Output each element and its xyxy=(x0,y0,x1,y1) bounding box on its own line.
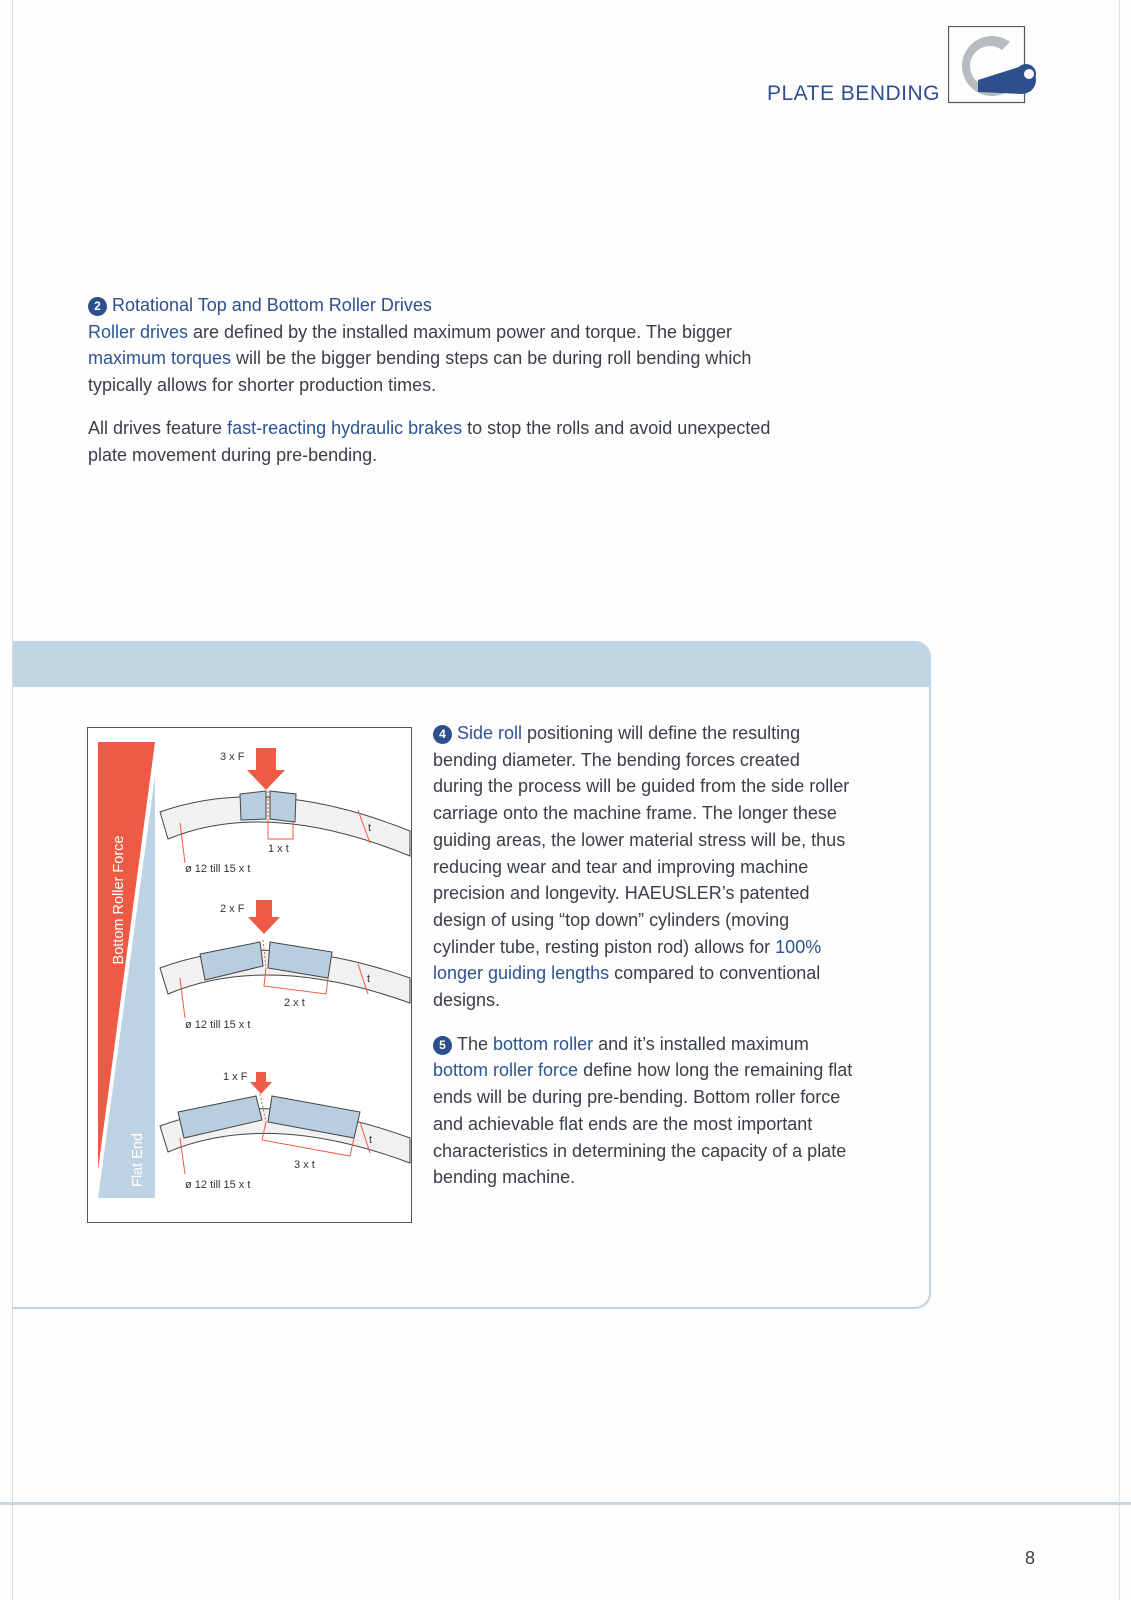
heading-text: Rotational Top and Bottom Roller Drives xyxy=(112,295,432,315)
bending-stage-1 xyxy=(160,748,410,875)
paragraph-text: and it’s installed maximum xyxy=(593,1033,809,1054)
diameter-label: ø 12 till 15 x t xyxy=(185,1019,251,1031)
length-label: 2 x t xyxy=(284,997,305,1009)
paragraph-text: All drives feature xyxy=(88,418,228,438)
highlight-roller-drives: Roller drives xyxy=(88,321,189,342)
highlight-hydraulic-brakes: fast-reacting hydraulic brakes xyxy=(227,418,463,438)
diameter-label: ø 12 till 15 x t xyxy=(185,1179,251,1191)
paragraph-text: to stop the rolls and avoid unexpected plate movement during pre-bending. xyxy=(88,418,771,465)
thickness-label: t xyxy=(368,822,372,834)
highlight-longer-guiding-lengths: 100% longer guiding lengths xyxy=(433,936,822,984)
plate-segment xyxy=(270,791,296,822)
paragraph-side-roll xyxy=(433,720,853,1014)
bending-stage-3 xyxy=(160,1071,410,1191)
force-label: 2 x F xyxy=(220,903,245,915)
paragraph-text: define how long the remaining flat ends will be during pre-bending. Bottom roller force and achievable flat ends are the most important characteristics in determining the capacity of a plate bending machine. xyxy=(433,1060,853,1188)
highlight-bottom-roller: bottom roller xyxy=(493,1033,594,1054)
footer-rule xyxy=(0,1502,1131,1505)
bar-bottom-label: Flat End xyxy=(130,1133,146,1187)
force-arrow-1x xyxy=(250,1072,272,1094)
paragraph-bottom-roller xyxy=(433,1031,853,1191)
paragraph-brakes xyxy=(88,415,788,468)
diameter-label: ø 12 till 15 x t xyxy=(185,863,251,875)
panel-header-band xyxy=(13,641,931,687)
highlight-side-roll: Side roll xyxy=(457,723,523,743)
force-arrow-2x xyxy=(248,900,280,934)
side-roll-text-column xyxy=(433,720,853,1191)
section-roller-drives xyxy=(88,292,788,468)
number-badge-2: 2 xyxy=(88,297,107,316)
length-label: 3 x t xyxy=(294,1159,315,1171)
paragraph-text: are defined by the installed maximum power and torque. The bigger xyxy=(188,321,733,342)
paragraph-text: compared to conventional designs. xyxy=(433,963,821,1011)
bar-top-label: Bottom Roller Force xyxy=(111,835,127,965)
thickness-label: t xyxy=(369,1134,373,1146)
paragraph-roller-drives xyxy=(88,319,788,399)
company-logo-icon xyxy=(948,26,1044,104)
number-badge-4: 4 xyxy=(433,725,452,744)
page-header-title: PLATE BENDING xyxy=(767,82,940,105)
highlight-maximum-torques: maximum torques xyxy=(88,348,232,368)
paragraph-text: positioning will define the resulting bending diameter. The bending forces created during the process will be guided from the side roller carriage onto the machine frame. The longer these guiding areas, the lower material stress will be, thus reducing wear and tear and improving machine precision and longevity. HAEUSLER’s patented design of using “top down” cylinders (moving cylinder tube, resting piston rod) allows for xyxy=(433,723,850,957)
plate-segment xyxy=(240,791,266,820)
bending-stage-2 xyxy=(160,900,410,1031)
highlight-bottom-roller-force: bottom roller force xyxy=(433,1060,579,1081)
force-label: 3 x F xyxy=(220,751,245,763)
section-roller-drives-heading xyxy=(88,292,788,319)
paragraph-text: The xyxy=(457,1033,494,1054)
force-arrow-3x xyxy=(247,748,285,790)
paragraph-text: will be the bigger bending steps can be during roll bending which typically allows for shorter production times. xyxy=(88,348,752,395)
length-label: 1 x t xyxy=(268,843,289,855)
thickness-label: t xyxy=(367,973,371,985)
page-edge-right xyxy=(1119,0,1120,1600)
number-badge-5: 5 xyxy=(433,1036,452,1055)
page-number: 8 xyxy=(1025,1548,1036,1568)
force-label: 1 x F xyxy=(223,1071,248,1083)
bending-diagram xyxy=(87,727,412,1223)
